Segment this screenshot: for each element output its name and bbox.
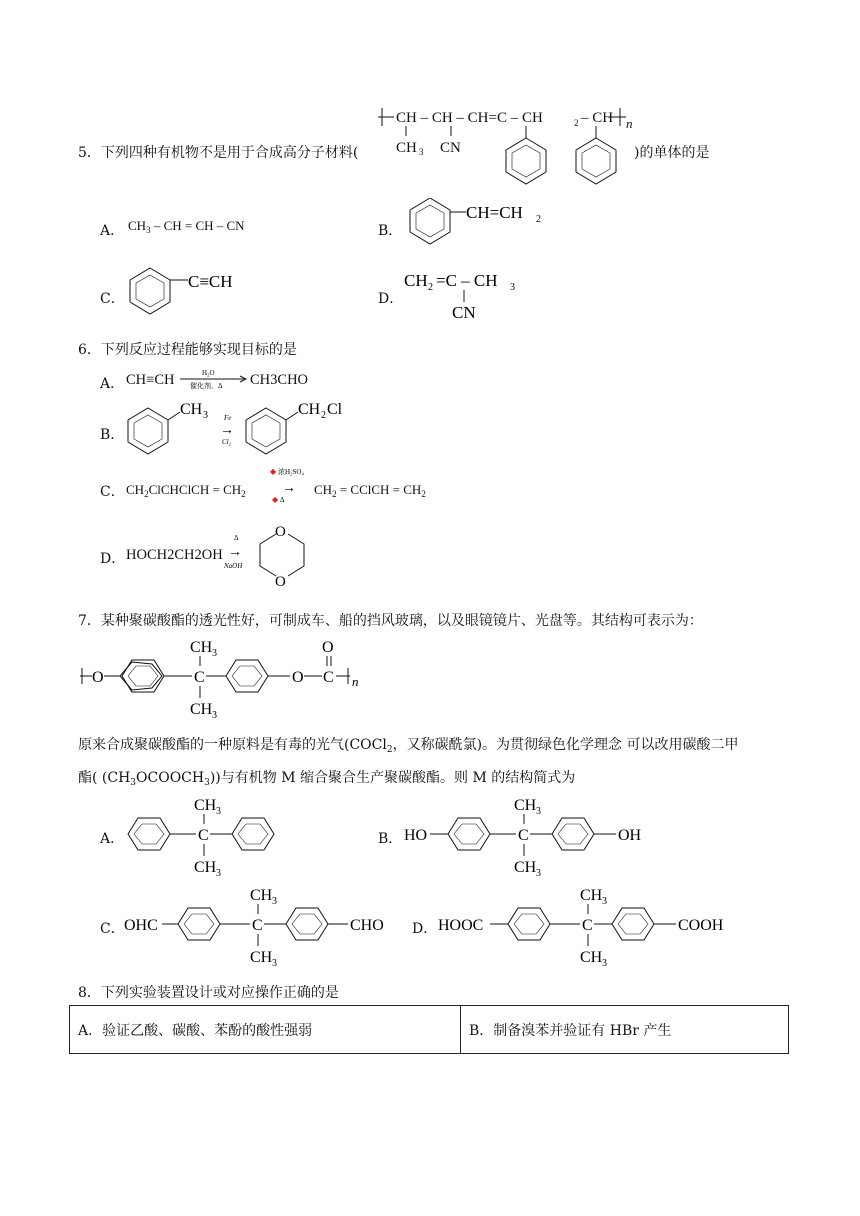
svg-text:3: 3 xyxy=(272,958,277,968)
q6-option-d-letter: D． xyxy=(100,551,126,567)
q7-option-a-structure xyxy=(122,794,292,876)
svg-text:O: O xyxy=(275,524,286,540)
svg-text:CHO: CHO xyxy=(350,917,384,934)
svg-text:– CH: – CH xyxy=(581,110,614,126)
q6-option-c-letter: C． xyxy=(100,484,125,500)
svg-text:CH: CH xyxy=(514,859,537,876)
svg-text:CN: CN xyxy=(452,303,476,322)
svg-text:3: 3 xyxy=(536,868,541,876)
svg-text:CH: CH xyxy=(514,797,537,814)
q6-stem: 6．下列反应过程能够实现目标的是 xyxy=(78,342,297,358)
q6-option-c-arrow xyxy=(270,466,314,506)
table-row xyxy=(70,1006,789,1054)
q5-option-a-formula: $CH_3$ – CH = CH – CN xyxy=(128,218,245,235)
svg-text:2: 2 xyxy=(428,282,433,293)
svg-text:C: C xyxy=(194,669,205,686)
q8-stem: 8．下列实验装置设计或对应操作正确的是 xyxy=(78,985,339,1001)
q6-option-d-dioxane xyxy=(222,520,322,592)
q6-option-c-product: $CH_2$ = CClCH = $CH_2$ xyxy=(314,482,426,499)
svg-text:3: 3 xyxy=(212,710,217,718)
q6-option-a-reactant: CH≡CH xyxy=(126,372,175,388)
svg-text:3: 3 xyxy=(216,806,221,817)
svg-text:HOOC: HOOC xyxy=(438,917,484,934)
svg-text:3: 3 xyxy=(536,806,541,817)
q5-stem-prefix: 5．下列四种有机物不是用于合成高分子材料( xyxy=(78,145,359,161)
svg-text:C: C xyxy=(323,669,334,686)
q7-option-a-letter: A． xyxy=(100,831,125,847)
svg-text:CH=CH: CH=CH xyxy=(466,203,523,222)
q7-option-b-letter: B． xyxy=(378,831,403,847)
svg-text:Δ: Δ xyxy=(234,534,239,542)
q7-option-b-structure xyxy=(402,794,662,876)
svg-text:COOH: COOH xyxy=(678,917,724,934)
svg-text:2: 2 xyxy=(574,118,579,128)
svg-text:CH: CH xyxy=(404,271,428,290)
svg-text:3: 3 xyxy=(602,958,607,968)
svg-text:n: n xyxy=(352,674,359,689)
svg-text:Cl: Cl xyxy=(327,401,343,418)
q6-option-c-reactant: $CH_2ClCHClCH = CH_2$ xyxy=(126,482,246,499)
q5-polymer-structure xyxy=(376,100,636,192)
svg-text:C: C xyxy=(518,827,529,844)
q5-option-c-letter: C． xyxy=(100,291,125,307)
svg-text:→: → xyxy=(228,545,242,560)
q7-option-c-structure xyxy=(122,884,402,968)
svg-text:OH: OH xyxy=(618,827,642,844)
svg-text:◆: ◆ xyxy=(270,467,277,476)
q8-experiment-table xyxy=(69,1005,789,1054)
svg-text:O: O xyxy=(292,669,304,686)
svg-text:CH – CH – CH=C – CH: CH – CH – CH=C – CH xyxy=(396,110,543,126)
svg-text:催化剂，Δ: 催化剂，Δ xyxy=(190,382,223,389)
svg-text:n: n xyxy=(626,116,633,131)
svg-text:CH: CH xyxy=(180,401,203,418)
svg-text:Cl₂: Cl₂ xyxy=(222,438,232,446)
svg-text:CH: CH xyxy=(250,887,273,904)
svg-text:O: O xyxy=(92,669,104,686)
svg-text:3: 3 xyxy=(203,410,208,421)
q8-cell-a: A．验证乙酸、碳酸、苯酚的酸性强弱 xyxy=(70,1006,461,1054)
svg-text:CH: CH xyxy=(194,797,217,814)
svg-text:NaOH: NaOH xyxy=(224,562,243,570)
q5-stem-suffix: )的单体的是 xyxy=(634,145,710,161)
q5-option-d-letter: D． xyxy=(378,291,404,307)
q6-option-a-product: CH3CHO xyxy=(250,372,309,388)
svg-text:HO: HO xyxy=(404,827,428,844)
svg-text:→: → xyxy=(220,423,234,438)
svg-text:CH: CH xyxy=(194,859,217,876)
svg-text:CH: CH xyxy=(580,887,603,904)
svg-text:H₂O: H₂O xyxy=(202,369,215,377)
svg-text:C≡CH: C≡CH xyxy=(188,272,233,291)
svg-text:CH: CH xyxy=(190,639,213,656)
svg-text:3: 3 xyxy=(602,896,607,907)
q6-option-b-reaction xyxy=(122,398,362,458)
q7-option-c-letter: C． xyxy=(100,921,125,937)
q5-option-b-letter: B． xyxy=(378,223,403,239)
svg-text:3: 3 xyxy=(510,282,515,293)
svg-text:CN: CN xyxy=(440,140,461,156)
q6-option-b-letter: B． xyxy=(100,427,125,443)
svg-text:Δ: Δ xyxy=(280,496,285,504)
svg-text:O: O xyxy=(275,574,286,590)
q6-option-a-arrow xyxy=(178,367,252,389)
q7-polycarbonate-structure xyxy=(78,636,378,718)
svg-text:=C – CH: =C – CH xyxy=(436,271,498,290)
svg-text:3: 3 xyxy=(212,648,217,659)
q5-option-b-styrene xyxy=(402,198,562,246)
svg-text:OHC: OHC xyxy=(124,917,158,934)
svg-text:C: C xyxy=(252,917,263,934)
q8-cell-b: B．制备溴苯并验证有 HBr 产生 xyxy=(461,1006,789,1054)
q6-option-d-reactant: HOCH2CH2OH xyxy=(126,547,223,563)
svg-text:CH: CH xyxy=(298,401,321,418)
q5-option-c-phenylacetylene xyxy=(122,266,262,316)
svg-text:2: 2 xyxy=(321,410,326,421)
q7-stem: 7．某种聚碳酸酯的透光性好，可制成车、船的挡风玻璃，以及眼镜镜片、光盘等。其结构可表示为： xyxy=(78,613,703,629)
svg-text:3: 3 xyxy=(419,147,424,157)
svg-text:3: 3 xyxy=(216,868,221,876)
q7-option-d-structure xyxy=(436,884,746,968)
svg-text:3: 3 xyxy=(272,896,277,907)
svg-text:Fe: Fe xyxy=(224,414,232,422)
svg-text:CH: CH xyxy=(580,949,603,966)
svg-text:浓H₂SO₄: 浓H₂SO₄ xyxy=(278,468,304,476)
svg-text:CH: CH xyxy=(396,140,417,156)
q5-option-a-letter: A． xyxy=(100,223,125,239)
svg-text:O: O xyxy=(322,639,334,656)
q5-option-d-methacrylonitrile xyxy=(404,266,534,322)
svg-text:C: C xyxy=(198,827,209,844)
svg-text:CH: CH xyxy=(250,949,273,966)
svg-text:CH: CH xyxy=(190,701,213,718)
q7-paragraph-2: 酯( $(CH_3OCOOCH_3)$)与有机物 M 缩合聚合生产聚碳酸酯。则 M 的结构简式为 xyxy=(78,770,576,788)
svg-text:2: 2 xyxy=(536,214,541,225)
q7-paragraph-1: 原来合成聚碳酸酯的一种原料是有毒的光气(COCl$_2$，又称碳酰氯)。为贯彻绿色化学理念 可以改用碳酸二甲 xyxy=(78,737,739,755)
svg-text:C: C xyxy=(582,917,593,934)
q6-option-a-letter: A． xyxy=(100,376,125,392)
q7-option-d-letter: D． xyxy=(412,921,438,937)
svg-text:◆: ◆ xyxy=(272,495,279,504)
svg-text:→: → xyxy=(282,481,296,496)
